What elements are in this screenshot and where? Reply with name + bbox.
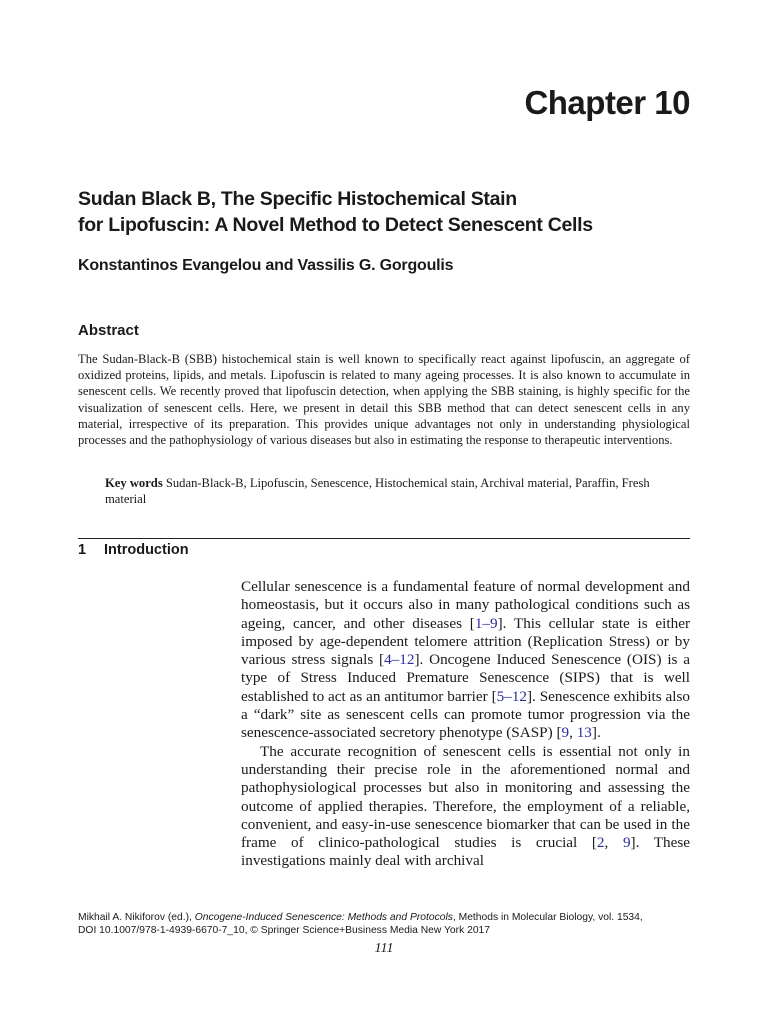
chapter-title xyxy=(78,186,718,238)
chapter-label: Chapter 10 xyxy=(524,84,690,121)
section-heading xyxy=(78,542,189,558)
abstract-text: The Sudan-Black-B (SBB) histochemical stain is well known to specifically react against lipofuscin, an aggregate of oxidized proteins, lipids, and metals. Lipofuscin is related to many ageing processes. It is also known to accumulate in senescent cells. We recently proved that lipofuscin detection, when applying the SBB staining, is highly specific for the visualization of senescent cells. Here, we present in detail this SBB method that can detect senescent cells in any material, irrespective of its preparation. This provides unique advantages not only in understanding physiological processes and the pathophysiology of various diseases but also in estimating the response to therapeutic interventions. xyxy=(78,352,690,448)
citation-link[interactable]: 1–9 xyxy=(474,614,498,632)
citation-link[interactable]: 5–12 xyxy=(496,687,527,705)
keywords-label: Key words xyxy=(105,476,163,490)
paragraph-text: , xyxy=(569,724,577,742)
authors: Konstantinos Evangelou and Vassilis G. Gorgoulis xyxy=(78,257,454,274)
paragraph-text: ]. This cellular state is either imposed by age-dependent telomere attrition (Replication Stress) or by various stress signals [ xyxy=(241,614,690,669)
section-title: Introduction xyxy=(104,542,189,558)
citation-link[interactable]: 4–12 xyxy=(384,651,415,669)
paragraph xyxy=(241,578,690,743)
paragraph-text: The accurate recognition of senescent cells is essential not only in understanding their precise role in the aforementioned normal and pathophysiological processes but also in monitoring and assessing the outcome of applied therapies. Therefore, the employment of a reliable, convenient, and easy-in-use senescence biomarker that can be used in the frame of clinico-pathological studies is crucial [ xyxy=(241,742,690,852)
citation-link[interactable]: 9 xyxy=(622,834,631,852)
footer-line-2: DOI 10.1007/978-1-4939-6670-7_10, © Springer Science+Business Media New York 2017 xyxy=(78,925,491,936)
citation-footer xyxy=(78,911,698,937)
paragraph-text: ]. These investigations mainly deal with archival xyxy=(241,834,690,870)
citation-link[interactable]: 2 xyxy=(596,834,605,852)
citation-link[interactable]: 13 xyxy=(576,724,592,742)
section-divider xyxy=(78,538,690,539)
footer-editor: Mikhail A. Nikiforov (ed.), xyxy=(78,912,195,923)
paragraph-text: , xyxy=(604,834,623,852)
paragraph-text: ]. xyxy=(591,724,601,742)
section-number: 1 xyxy=(78,542,87,558)
keywords-text: Sudan-Black-B, Lipofuscin, Senescence, Histochemical stain, Archival material, Paraffin, Fresh material xyxy=(105,476,650,507)
footer-book-title: Oncogene-Induced Senescence: Methods and Protocols xyxy=(194,912,453,923)
introduction-body xyxy=(241,578,690,871)
abstract-heading: Abstract xyxy=(78,322,139,339)
footer-series: , Methods in Molecular Biology, vol. 1534, xyxy=(452,912,643,923)
paragraph xyxy=(241,743,690,871)
paragraph-text: ]. Senescence exhibits also a “dark” site as senescent cells can promote tumor progression via the senescence-associated secretory phenotype (SASP) [ xyxy=(241,687,690,742)
chapter-title-line-2: for Lipofuscin: A Novel Method to Detect Senescent Cells xyxy=(78,214,593,236)
page-number: 111 xyxy=(374,941,394,956)
keywords xyxy=(105,475,690,507)
footer-line-1 xyxy=(78,911,698,924)
paragraph-text: Cellular senescence is a fundamental feature of normal development and homeostasis, but it occurs also in many pathological conditions such as ageing, cancer, and other diseases [ xyxy=(241,578,690,632)
paragraph-text: ]. Oncogene Induced Senescence (OIS) is a type of Stress Induced Premature Senescence (SIPS) that is well established to act as an antitumor barrier [ xyxy=(241,651,690,705)
citation-link[interactable]: 9 xyxy=(561,724,570,742)
chapter-title-line-1: Sudan Black B, The Specific Histochemical Stain xyxy=(78,188,517,210)
